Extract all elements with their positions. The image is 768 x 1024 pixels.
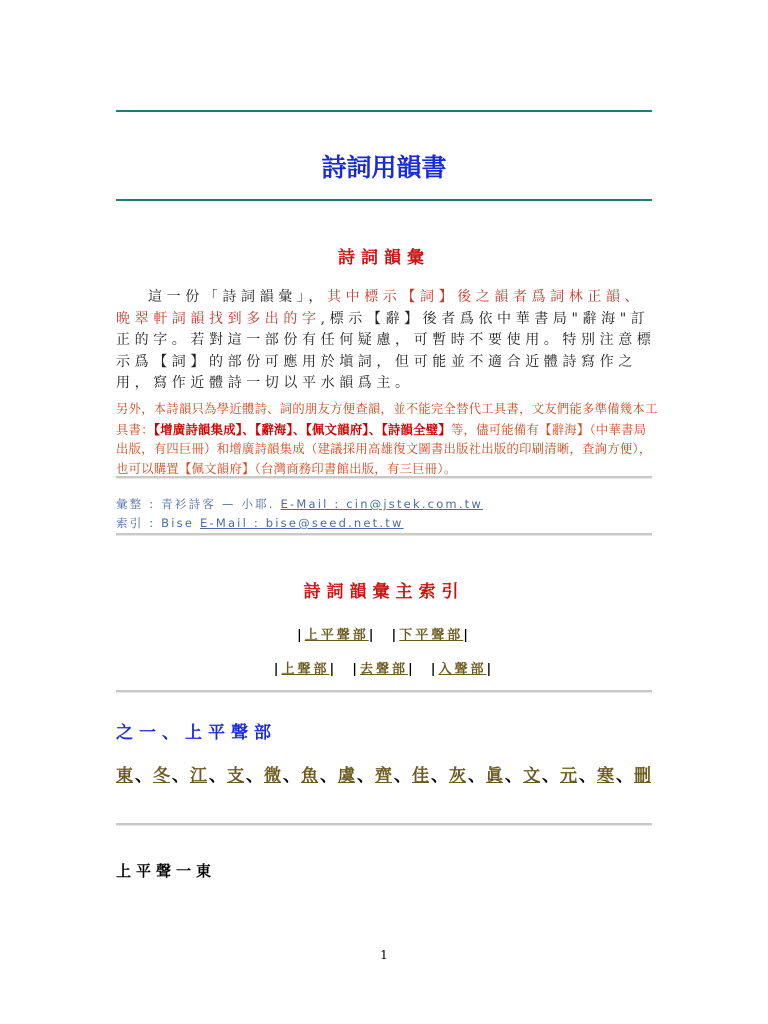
index-divider: [116, 690, 652, 693]
rhyme-separator: 、: [431, 766, 448, 786]
reference-note: [116, 400, 658, 480]
rhyme-link[interactable]: 虞: [338, 766, 355, 786]
rhyme-separator: 、: [320, 766, 337, 786]
rhyme-separator: 、: [616, 766, 633, 786]
note-separator: 、: [368, 421, 382, 437]
rhyme-separator: 、: [209, 766, 226, 786]
note-text: 等，儘可能備有【辭海】（中華書局出版，有四巨冊）和增廣詩韻集成（建議採用高雄復文圖書出版社出版的印刷清晰，查詢方便），也可以購置【佩文韻府】（台灣商務印書館出版，有三巨冊）。: [116, 422, 652, 477]
index-link-departing[interactable]: 去聲部: [359, 662, 408, 677]
rhyme-separator: 、: [283, 766, 300, 786]
email-link[interactable]: E-Mail : cin@jstek.com.tw: [280, 497, 483, 511]
rhyme-link[interactable]: 文: [523, 766, 540, 786]
rhyme-link[interactable]: 支: [227, 766, 244, 786]
intro-lead: 這一份「詩詞韻彙」，: [148, 289, 327, 305]
rhyme-separator: 、: [246, 766, 263, 786]
rhyme-separator: 、: [579, 766, 596, 786]
intro-paragraph: [116, 287, 656, 395]
contact-label: 索引 : Bise: [116, 516, 195, 530]
book-title: 【增廣詩韻集成】: [153, 421, 243, 437]
rhyme-link[interactable]: 東: [116, 766, 133, 786]
main-title: 詩詞用韻書: [321, 153, 447, 182]
rhyme-link[interactable]: 佳: [412, 766, 429, 786]
title-divider: [116, 199, 652, 201]
note-text: 另外，本詩韻只為學近體詩、詞的朋友方便查韻，並不能完全替代工具書，文友們能多準備幾本工具書：: [116, 402, 658, 437]
index-title: 詩詞韻彙主索引: [303, 582, 465, 602]
note-separator: 、: [242, 421, 255, 437]
contact-compiler: [116, 496, 656, 512]
rhyme-subheading: 上平聲一東: [116, 862, 217, 880]
rhyme-separator: 、: [135, 766, 152, 786]
rhyme-link[interactable]: 冬: [153, 766, 170, 786]
index-link-entering[interactable]: 入聲部: [438, 662, 487, 677]
rhyme-separator: 、: [357, 766, 374, 786]
note-divider: [116, 476, 652, 479]
rhyme-link[interactable]: 眞: [486, 766, 503, 786]
intro-body: 其中標示【詞】後之韻者爲詞林正韻、晩翠軒詞韻找到多出的字: [116, 289, 644, 327]
rhyme-link[interactable]: 微: [264, 766, 281, 786]
rhyme-separator: 、: [394, 766, 411, 786]
rhyme-link[interactable]: 元: [560, 766, 577, 786]
rhyme-link[interactable]: 魚: [301, 766, 318, 786]
book-title: 【佩文韻府】: [305, 421, 369, 437]
index-link-rising[interactable]: 上聲部: [281, 662, 330, 677]
rhyme-link[interactable]: 刪: [634, 766, 651, 786]
top-divider: [116, 110, 652, 112]
intro-comma: ,標示【辭】後者爲依中華書局"辭海"訂正的字。若對這一部份有任何疑慮，可暫時不要使用。特別注意標示爲【詞】的部份可應用於塡詞，但可能並不適合近體詩寫作之用，寫作近體詩一切以平水韻爲主。: [116, 310, 656, 392]
contact-divider: [116, 533, 652, 536]
rhyme-separator: 、: [505, 766, 522, 786]
rhyme-separator: 、: [542, 766, 559, 786]
book-title: 【詩韻全璧】: [381, 421, 451, 437]
index-row-level: |上平聲部| |下平聲部|: [296, 628, 471, 643]
rhyme-link[interactable]: 灰: [449, 766, 466, 786]
contact-indexer: [116, 515, 656, 531]
rhyme-link[interactable]: 齊: [375, 766, 392, 786]
rhyme-separator: 、: [468, 766, 485, 786]
page-number: 1: [380, 948, 388, 962]
section-title: 詩詞韻彙: [338, 248, 430, 268]
note-separator: 、: [292, 421, 306, 437]
part-title: 之一、上平聲部: [116, 723, 277, 743]
rhyme-separator: 、: [172, 766, 189, 786]
index-link-lower-level[interactable]: 下平聲部: [399, 628, 464, 643]
book-title: 【辭海】: [254, 421, 293, 437]
index-link-upper-level[interactable]: 上平聲部: [304, 628, 369, 643]
rhyme-link[interactable]: 江: [190, 766, 207, 786]
email-link[interactable]: E-Mail : bise@seed.net.tw: [200, 516, 404, 530]
index-row-tones: |上聲部| |去聲部| |入聲部|: [273, 662, 495, 677]
rhyme-divider: [116, 823, 652, 826]
rhyme-link-list: [116, 758, 661, 794]
contact-label: 彙整 : 青衫詩客 — 小耶.: [116, 497, 275, 511]
rhyme-link[interactable]: 寒: [597, 766, 614, 786]
